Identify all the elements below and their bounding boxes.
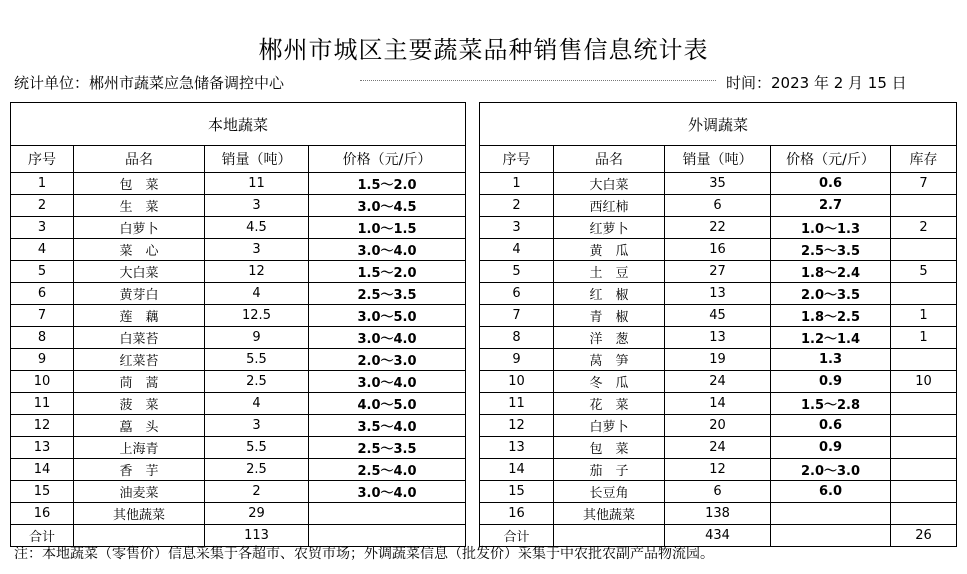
imported-price-cell: 6.0 [771,481,891,503]
local-no-cell: 15 [11,481,74,503]
local-no-cell: 6 [11,283,74,305]
imported-price-cell: 1.0～1.3 [771,217,891,239]
local-no-cell: 5 [11,261,74,283]
local-price-cell: 2.5～4.0 [309,459,466,481]
column-separator [466,146,480,173]
imported-no-cell: 13 [480,437,554,459]
table-row [11,371,957,393]
local-price-cell: 3.0～4.5 [309,195,466,217]
imported-qty-cell: 12 [665,459,771,481]
totals-label: 合计 [11,525,74,547]
imported-stock-cell [891,349,957,371]
column-separator [466,195,480,217]
imported-qty-cell: 13 [665,327,771,349]
table-row [11,195,957,217]
footnote: 注：本地蔬菜（零售价）信息采集于各超市、农贸市场；外调蔬菜信息（批发价）采集于中农批农副产品物流园。 [14,546,714,562]
local-price-cell: 1.0～1.5 [309,217,466,239]
imported-no-cell: 7 [480,305,554,327]
local-qty-header: 销量（吨） [205,146,309,173]
local-qty-cell: 4.5 [205,217,309,239]
table-row [11,437,957,459]
local-qty-cell: 2.5 [205,371,309,393]
column-separator [466,217,480,239]
imported-qty-cell: 13 [665,283,771,305]
imported-stock-cell [891,481,957,503]
column-separator [466,305,480,327]
table-row [11,261,957,283]
local-price-cell: 3.0～4.0 [309,239,466,261]
imported-price-cell: 1.3 [771,349,891,371]
local-no-cell: 7 [11,305,74,327]
imported-name-header: 品名 [554,146,665,173]
imported-price-cell: 2.7 [771,195,891,217]
local-no-cell: 12 [11,415,74,437]
vegetable-sales-table [10,102,957,547]
imported-price-cell: 1.8～2.4 [771,261,891,283]
column-separator [466,415,480,437]
imported-qty-cell: 6 [665,481,771,503]
imported-no-cell: 9 [480,349,554,371]
local-name-cell: 菜 心 [74,239,205,261]
table-row [11,503,957,525]
imported-name-cell: 西红柿 [554,195,665,217]
local-qty-cell: 2 [205,481,309,503]
imported-no-cell: 5 [480,261,554,283]
imported-name-cell: 包 菜 [554,437,665,459]
local-name-cell: 黄芽白 [74,283,205,305]
local-price-cell: 3.0～5.0 [309,305,466,327]
column-separator [466,459,480,481]
local-price-cell: 1.5～2.0 [309,173,466,195]
table-row [11,283,957,305]
local-name-cell: 生 菜 [74,195,205,217]
imported-stock-cell [891,459,957,481]
imported-stock-cell: 7 [891,173,957,195]
local-name-cell: 白萝卜 [74,217,205,239]
imported-name-cell: 红萝卜 [554,217,665,239]
imported-no-cell: 4 [480,239,554,261]
imported-qty-cell: 14 [665,393,771,415]
imported-no-cell: 12 [480,415,554,437]
imported-qty-cell: 16 [665,239,771,261]
imported-price-cell: 0.9 [771,371,891,393]
local-name-cell: 包 菜 [74,173,205,195]
column-separator [466,437,480,459]
imported-total-stock: 26 [891,525,957,547]
local-no-cell: 14 [11,459,74,481]
local-name-cell: 上海青 [74,437,205,459]
local-no-header: 序号 [11,146,74,173]
local-vegetables-header: 本地蔬菜 [11,103,466,146]
imported-name-cell: 长豆角 [554,481,665,503]
local-name-cell: 茼 蒿 [74,371,205,393]
imported-qty-cell: 45 [665,305,771,327]
imported-qty-cell: 22 [665,217,771,239]
local-no-cell: 8 [11,327,74,349]
table-body [11,173,957,525]
imported-stock-cell [891,415,957,437]
table-row [11,349,957,371]
imported-price-cell: 0.6 [771,415,891,437]
imported-no-header: 序号 [480,146,554,173]
table-row [11,217,957,239]
table-row [11,173,957,195]
local-no-cell: 4 [11,239,74,261]
imported-stock-cell [891,503,957,525]
local-name-cell: 菠 菜 [74,393,205,415]
imported-stock-cell: 1 [891,305,957,327]
local-name-cell: 其他蔬菜 [74,503,205,525]
imported-price-cell: 1.2～1.4 [771,327,891,349]
imported-name-cell: 冬 瓜 [554,371,665,393]
local-no-cell: 13 [11,437,74,459]
local-no-cell: 11 [11,393,74,415]
imported-name-cell: 大白菜 [554,173,665,195]
local-qty-cell: 5.5 [205,437,309,459]
imported-stock-cell: 1 [891,327,957,349]
imported-stock-cell [891,195,957,217]
imported-stock-cell [891,437,957,459]
local-qty-cell: 3 [205,239,309,261]
local-price-cell: 1.5～2.0 [309,261,466,283]
local-qty-cell: 3 [205,195,309,217]
local-qty-cell: 11 [205,173,309,195]
empty-cell [771,525,891,547]
dotted-leader [360,80,716,81]
imported-qty-cell: 138 [665,503,771,525]
local-no-cell: 3 [11,217,74,239]
imported-qty-cell: 6 [665,195,771,217]
local-name-cell: 油麦菜 [74,481,205,503]
column-separator [466,481,480,503]
imported-name-cell: 洋 葱 [554,327,665,349]
local-qty-cell: 3 [205,415,309,437]
column-separator [466,327,480,349]
column-header-row [11,146,957,173]
local-price-cell: 3.0～4.0 [309,371,466,393]
imported-no-cell: 16 [480,503,554,525]
imported-qty-header: 销量（吨） [665,146,771,173]
local-qty-cell: 12 [205,261,309,283]
local-no-cell: 1 [11,173,74,195]
imported-name-cell: 黄 瓜 [554,239,665,261]
local-price-cell: 4.0～5.0 [309,393,466,415]
imported-no-cell: 2 [480,195,554,217]
imported-no-cell: 10 [480,371,554,393]
table-row [11,459,957,481]
imported-name-cell: 青 椒 [554,305,665,327]
local-qty-cell: 4 [205,283,309,305]
imported-total-qty: 434 [665,525,771,547]
imported-name-cell: 莴 笋 [554,349,665,371]
local-name-cell: 藠 头 [74,415,205,437]
imported-name-cell: 花 菜 [554,393,665,415]
local-qty-cell: 9 [205,327,309,349]
imported-qty-cell: 20 [665,415,771,437]
local-price-cell: 3.0～4.0 [309,481,466,503]
column-separator [466,349,480,371]
imported-price-cell: 0.6 [771,173,891,195]
local-name-cell: 红菜苔 [74,349,205,371]
imported-no-cell: 1 [480,173,554,195]
local-name-cell: 大白菜 [74,261,205,283]
column-separator [466,393,480,415]
table-row [11,481,957,503]
column-separator [466,239,480,261]
local-qty-cell: 12.5 [205,305,309,327]
imported-name-cell: 茄 子 [554,459,665,481]
local-qty-cell: 4 [205,393,309,415]
local-name-cell: 莲 藕 [74,305,205,327]
column-separator [466,261,480,283]
imported-no-cell: 3 [480,217,554,239]
imported-price-cell: 2.0～3.5 [771,283,891,305]
imported-name-cell: 红 椒 [554,283,665,305]
column-separator [466,283,480,305]
local-price-cell: 2.0～3.0 [309,349,466,371]
local-name-header: 品名 [74,146,205,173]
imported-name-cell: 白萝卜 [554,415,665,437]
imported-price-cell: 2.0～3.0 [771,459,891,481]
imported-qty-cell: 24 [665,437,771,459]
local-price-cell [309,503,466,525]
local-price-cell: 2.5～3.5 [309,437,466,459]
local-name-cell: 白菜苔 [74,327,205,349]
imported-stock-cell [891,283,957,305]
imported-price-header: 价格（元/斤） [771,146,891,173]
local-no-cell: 16 [11,503,74,525]
imported-price-cell: 1.8～2.5 [771,305,891,327]
local-name-cell: 香 芋 [74,459,205,481]
imported-stock-header: 库存 [891,146,957,173]
imported-stock-cell [891,239,957,261]
imported-qty-cell: 24 [665,371,771,393]
table-row [11,239,957,261]
imported-price-cell: 0.9 [771,437,891,459]
imported-price-cell: 1.5～2.8 [771,393,891,415]
local-qty-cell: 29 [205,503,309,525]
statistics-unit: 统计单位：郴州市蔬菜应急储备调控中心 [14,74,285,92]
totals-label: 合计 [480,525,554,547]
group-header-row [11,103,957,146]
imported-name-cell: 其他蔬菜 [554,503,665,525]
local-qty-cell: 2.5 [205,459,309,481]
local-no-cell: 9 [11,349,74,371]
local-price-cell: 2.5～3.5 [309,283,466,305]
column-separator [466,173,480,195]
table-row [11,393,957,415]
local-no-cell: 10 [11,371,74,393]
imported-stock-cell: 5 [891,261,957,283]
column-separator [466,371,480,393]
page-title: 郴州市城区主要蔬菜品种销售信息统计表 [258,36,709,64]
imported-no-cell: 15 [480,481,554,503]
imported-qty-cell: 27 [665,261,771,283]
imported-name-cell: 土 豆 [554,261,665,283]
report-date: 时间：2023 年 2 月 15 日 [726,74,907,92]
table-row [11,327,957,349]
local-price-header: 价格（元/斤） [309,146,466,173]
imported-no-cell: 6 [480,283,554,305]
imported-qty-cell: 35 [665,173,771,195]
local-total-qty: 113 [205,525,309,547]
column-separator [466,103,480,146]
imported-qty-cell: 19 [665,349,771,371]
imported-no-cell: 8 [480,327,554,349]
local-price-cell: 3.5～4.0 [309,415,466,437]
table-row [11,415,957,437]
imported-no-cell: 14 [480,459,554,481]
local-qty-cell: 5.5 [205,349,309,371]
table-row [11,305,957,327]
column-separator [466,503,480,525]
imported-stock-cell: 2 [891,217,957,239]
imported-price-cell [771,503,891,525]
local-price-cell: 3.0～4.0 [309,327,466,349]
imported-vegetables-header: 外调蔬菜 [480,103,957,146]
imported-stock-cell [891,393,957,415]
imported-price-cell: 2.5～3.5 [771,239,891,261]
imported-no-cell: 11 [480,393,554,415]
imported-stock-cell: 10 [891,371,957,393]
local-no-cell: 2 [11,195,74,217]
document-meta [14,72,954,94]
